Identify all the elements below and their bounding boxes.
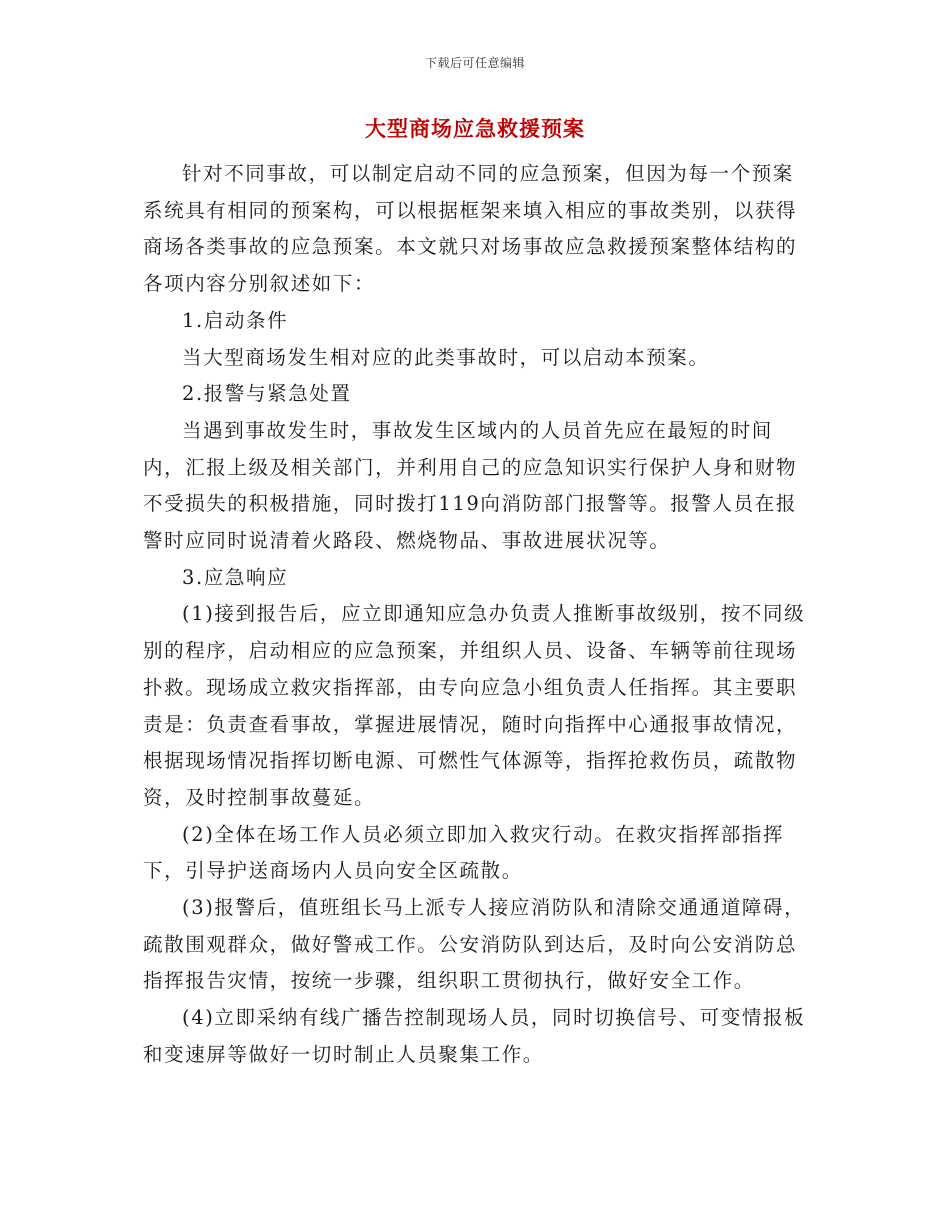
header-note: 下载后可任意编辑 bbox=[424, 56, 525, 70]
startup-conditions-paragraph: 当大型商场发生相对应的此类事故时，可以启动本预案。 bbox=[182, 345, 710, 369]
intro-paragraph: 针对不同事故，可以制定启动不同的应急预案，但因为每一个预案系统具有相同的预案构，可以根据框架来填入相应的事故类别，以获得商场各类事故的应急预案。本文就只对场事故应急救援预案整体结构的各项内容分别叙述如下： bbox=[143, 162, 798, 296]
section-heading-alarm-handling: 2.报警与紧急处置 bbox=[182, 382, 352, 406]
response-item-2: (2)全体在场工作人员必须立即加入救灾行动。在救灾指挥部指挥下，引导护送商场内人员向安全区疏散。 bbox=[143, 822, 785, 883]
response-item-3: (3)报警后，值班组长马上派专人接应消防队和清除交通通道障碍，疏散围观群众，做好警戒工作。公安消防队到达后，及时向公安消防总指挥报告灾情，按统一步骤，组织职工贯彻执行，做好安全工作。 bbox=[143, 896, 806, 993]
response-item-1: (1)接到报告后，应立即通知应急办负责人推断事故级别，按不同级别的程序，启动相应的应急预案，并组织人员、设备、车辆等前往现场扑救。现场成立救灾指挥部，由专向应急小组负责人任指挥。其主要职责是：负责查看事故，掌握进展情况，随时向指挥中心通报事故情况，根据现场情况指挥切断电源、可燃性气体源等，指挥抢救伤员，疏散物资，及时控制事故蔓延。 bbox=[143, 602, 806, 809]
document-body bbox=[143, 156, 813, 1074]
alarm-handling-paragraph: 当遇到事故发生时，事故发生区域内的人员首先应在最短的时间内，汇报上级及相关部门，并利用自己的应急知识实行保护人身和财物不受损失的积极措施，同时拨打119向消防部门报警等。报警人员在报警时应同时说清着火路段、燃烧物品、事故进展状况等。 bbox=[143, 418, 798, 553]
response-item-4: (4)立即采纳有线广播告控制现场人员，同时切换信号、可变情报板和变速屏等做好一切时制止人员聚集工作。 bbox=[143, 1006, 806, 1066]
section-heading-emergency-response: 3.应急响应 bbox=[182, 565, 289, 589]
document-title: 大型商场应急救援预案 bbox=[365, 116, 585, 141]
section-heading-startup-conditions: 1.启动条件 bbox=[182, 308, 289, 332]
